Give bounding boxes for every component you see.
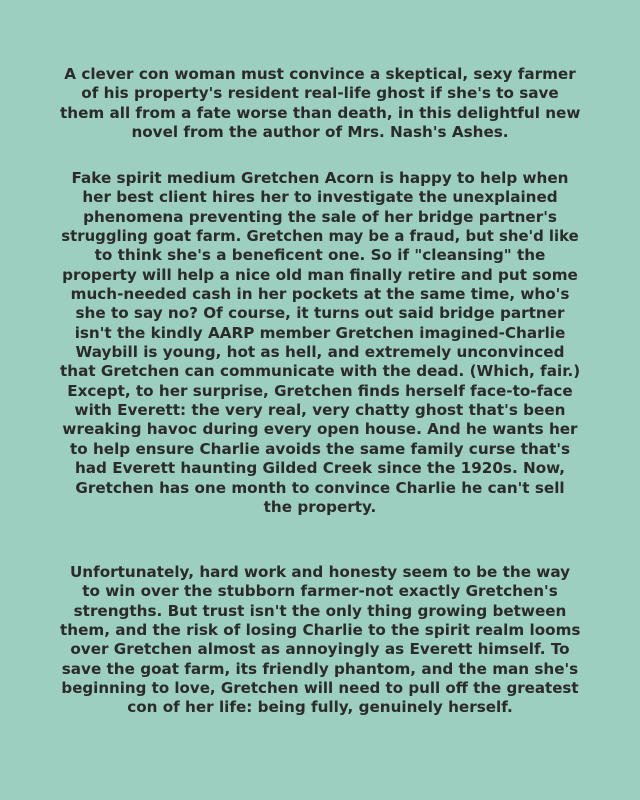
paragraph-line: to win over the stubborn farmer-not exactly Gretchen's (82, 582, 558, 601)
paragraph-line: Except, to her surprise, Gretchen finds herself face-to-face (67, 381, 573, 400)
paragraph-line: con of her life: being fully, genuinely herself. (127, 698, 513, 717)
paragraph-line: novel from the author of Mrs. Nash's Ashes. (131, 123, 509, 142)
intro-paragraph (60, 65, 580, 142)
paragraph-line: much-needed cash in her pockets at the same time, who's (70, 285, 570, 304)
paragraph-line: Unfortunately, hard work and honesty seem to be the way (69, 563, 571, 581)
paragraph-line: strengths. But trust isn't the only thing growing between (73, 601, 567, 620)
paragraph-line: her best client hires her to investigate the unexplained (82, 188, 558, 207)
paragraph-line: to help ensure Charlie avoids the same family curse that's (69, 439, 571, 458)
paragraph-line: struggling goat farm. Gretchen may be a fraud, but she'd like (61, 227, 579, 246)
paragraph-line: isn't the kindly AARP member Gretchen imagined-Charlie (74, 323, 566, 342)
paragraph-line: Gretchen has one month to convince Charlie he can't sell (75, 478, 565, 497)
paragraph-line: with Everett: the very real, very chatty ghost that's been (74, 401, 566, 420)
plot-paragraph (60, 169, 580, 517)
paragraph-line: she to say no? Of course, it turns out said bridge partner (75, 304, 565, 323)
paragraph-line: beginning to love, Gretchen will need to pull off the greatest (61, 679, 579, 698)
paragraph-line: Fake spirit medium Gretchen Acorn is happy to help when (71, 169, 569, 187)
paragraph-line: of his property's resident real-life ghost if she's to save (81, 84, 559, 103)
paragraph-line: wreaking havoc during every open house. And he wants her (62, 420, 578, 439)
paragraph-line: had Everett haunting Gilded Creek since the 1920s. Now, (75, 459, 565, 478)
paragraph-line: A clever con woman must convince a skeptical, sexy farmer (64, 65, 576, 83)
paragraph-line: save the goat farm, its friendly phantom, and the man she's (61, 659, 579, 678)
paragraph-line: property will help a nice old man finally retire and put some (62, 265, 578, 284)
paragraph-line: phenomena preventing the sale of her bridge partner's (83, 207, 557, 226)
paragraph-line: to think she's a beneficent one. So if "cleansing" the (94, 246, 546, 265)
paragraph-line: that Gretchen can communicate with the dead. (Which, fair.) (60, 362, 581, 381)
paragraph-line: them, and the risk of losing Charlie to the spirit realm looms (60, 621, 581, 640)
paragraph-line: the property. (263, 497, 377, 516)
paragraph-line: over Gretchen almost as annoyingly as Everett himself. To (70, 640, 570, 659)
paragraph-line: them all from a fate worse than death, in this delightful new (60, 103, 581, 122)
paragraph-line: Waybill is young, hot as hell, and extremely unconvinced (75, 343, 565, 362)
closing-paragraph (60, 563, 580, 718)
